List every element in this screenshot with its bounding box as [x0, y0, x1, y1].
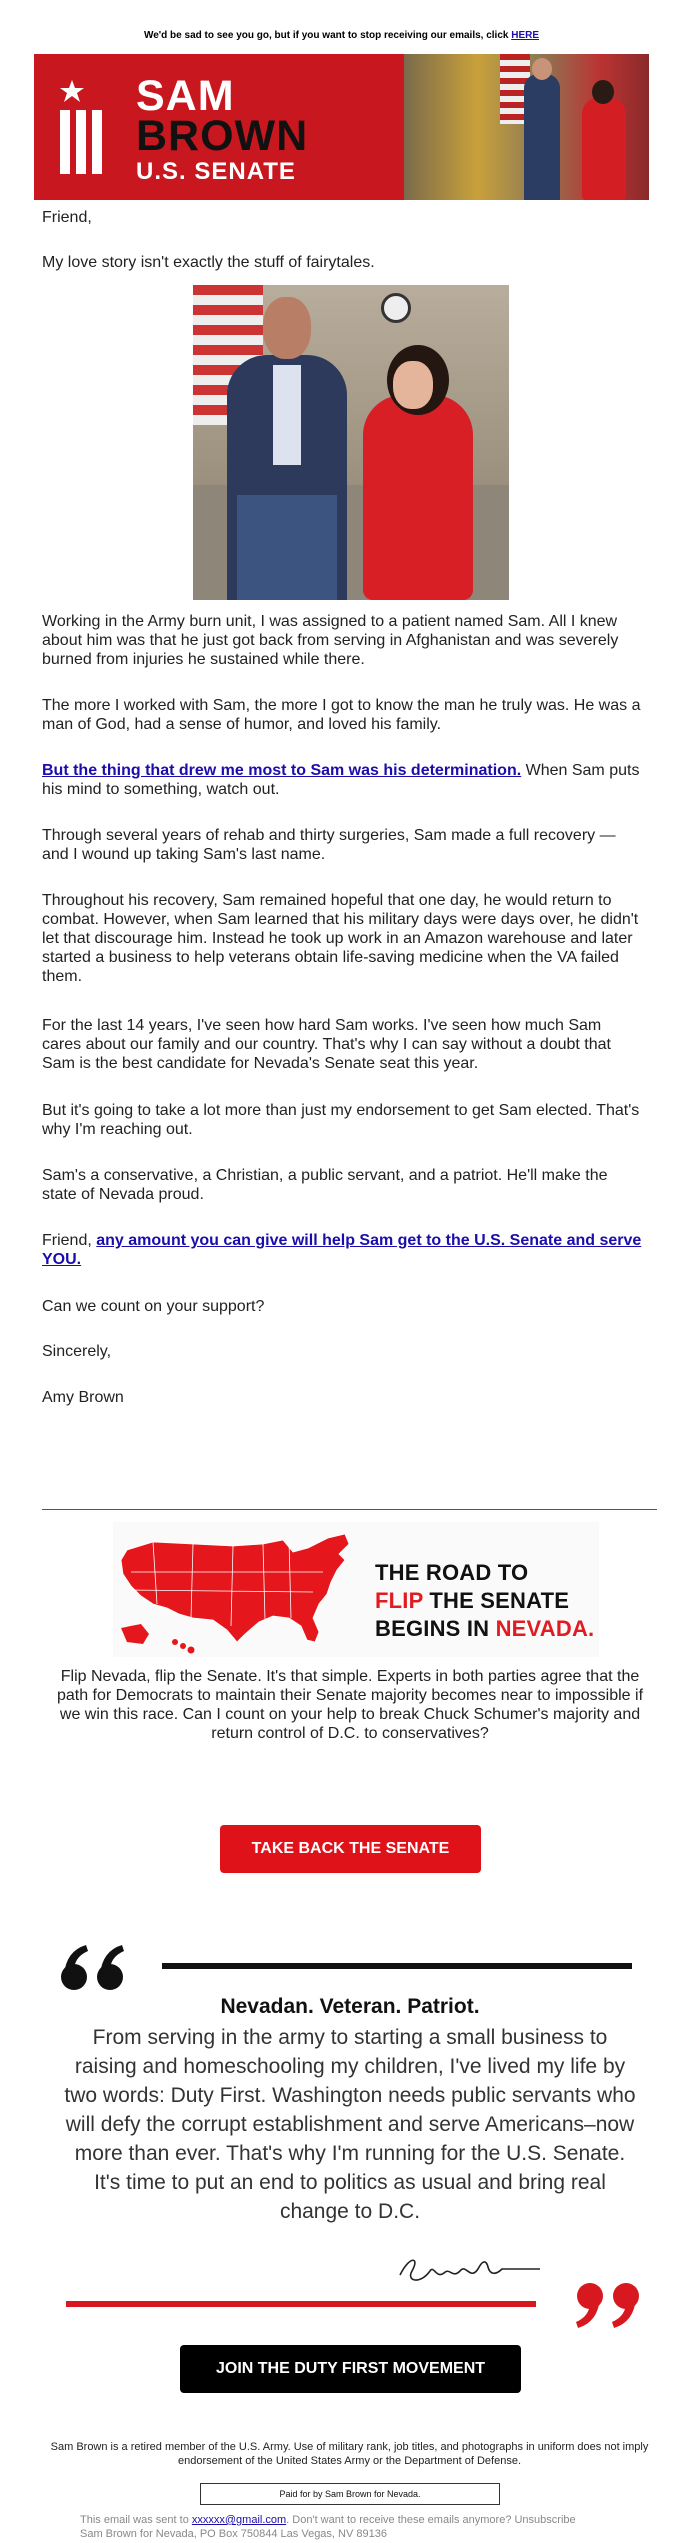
join-movement-button[interactable]: JOIN THE DUTY FIRST MOVEMENT	[180, 2345, 521, 2393]
footer-unsubscribe-text[interactable]: . Don't want to receive these emails anymore? Unsubscribe	[286, 2514, 576, 2526]
quote-title: Nevadan. Veteran. Patriot.	[220, 1995, 480, 2018]
section-divider	[42, 1509, 657, 1510]
banner-photo	[404, 54, 649, 200]
close-quote-icon	[570, 2280, 640, 2330]
letter-paragraph-10-lead: Friend,	[42, 1232, 97, 1249]
letter-paragraph-6: Throughout his recovery, Sam remained hopeful that one day, he would return to combat. However, when Sam learned that his military days were days over, he didn't let that discourage him. Instead he took up work in an Amazon warehouse and later started a business to help veterans obtain life-saving medicine when the VA failed them.	[42, 892, 639, 985]
quote-rule-bottom	[66, 2301, 536, 2307]
unsubscribe-note-text: We'd be sad to see you go, but if you want to stop receiving our emails, click	[143, 30, 512, 41]
signature-image	[390, 2245, 550, 2295]
donate-link[interactable]: any amount you can give will help Sam get to the U.S. Senate and serve YOU.	[42, 1232, 642, 1268]
unsubscribe-here-link[interactable]: HERE	[511, 30, 540, 41]
flip-nevada-text: Flip Nevada, flip the Senate. It's that simple. Experts in both parties agree that the path for Democrats to maintain their Senate majority becomes near to impossible if we win this race. Can I count on your help to break Chuck Schumer's majority and return control of D.C. to conservatives?	[56, 1668, 644, 1742]
banner-name-last: BROWN	[136, 112, 309, 160]
banner-name-first: SAM	[136, 72, 235, 120]
letter-paragraph-1: My love story isn't exactly the stuff of fairytales.	[42, 254, 375, 271]
letter-closing: Sincerely,	[42, 1343, 112, 1360]
candidate-quote	[62, 1993, 638, 2226]
recipient-email-link[interactable]: xxxxxx@gmail.com	[191, 2514, 287, 2526]
letter-paragraph-2: Working in the Army burn unit, I was assigned to a patient named Sam. All I knew about him was that he just got back from serving in Afghanistan and was severely burned from injuries he sustained while there.	[42, 613, 619, 668]
quote-rule-top	[162, 1963, 632, 1969]
header-banner	[34, 54, 649, 200]
military-disclaimer: Sam Brown is a retired member of the U.S. Army. Use of military rank, job titles, and photographs in uniform does not imply endorsement of the United States Army or the Department of Defense.	[50, 2441, 649, 2467]
letter-signer: Amy Brown	[42, 1389, 124, 1406]
letter-paragraph-3: The more I worked with Sam, the more I got to know the man he truly was. He was a man of God, had a sense of humor, and loved his family.	[42, 697, 641, 733]
road-line-1: THE ROAD TO	[375, 1560, 529, 1585]
letter-greeting: Friend,	[42, 209, 92, 226]
unsubscribe-note	[0, 30, 683, 41]
campaign-logo-icon	[58, 74, 114, 174]
letter-paragraph-10	[42, 1231, 642, 1269]
letter-paragraph-8: But it's going to take a lot more than just my endorsement to get Sam elected. That's why I'm reaching out.	[42, 1102, 640, 1138]
us-map-icon	[113, 1530, 363, 1655]
road-line-3	[375, 1615, 594, 1643]
paid-for-box: Paid for by Sam Brown for Nevada.	[200, 2483, 500, 2505]
flip-senate-graphic	[113, 1522, 599, 1657]
take-back-senate-button[interactable]: TAKE BACK THE SENATE	[220, 1825, 481, 1873]
letter-paragraph-11: Can we count on your support?	[42, 1298, 265, 1315]
road-line-3-lead: BEGINS IN	[375, 1616, 496, 1641]
footer-sent-to	[80, 2513, 640, 2527]
open-quote-icon	[60, 1943, 130, 1993]
letter-paragraph-4-rest: When Sam puts his mind to something, watch out.	[42, 762, 640, 798]
determination-link[interactable]: But the thing that drew me most to Sam was his determination.	[42, 762, 522, 779]
footer-address: Sam Brown for Nevada, PO Box 750844 Las Vegas, NV 89136	[80, 2528, 387, 2540]
footer-sent-lead: This email was sent to	[80, 2514, 192, 2526]
letter-paragraph-7: For the last 14 years, I've seen how hard Sam works. I've seen how much Sam cares about our family and our country. That's why I can say without a doubt that Sam is the best candidate for Nevada's Senate seat this year.	[42, 1017, 611, 1072]
email-footer	[80, 2513, 640, 2541]
banner-office: U.S. SENATE	[136, 158, 296, 185]
letter-paragraph-9: Sam's a conservative, a Christian, a public servant, and a patriot. He'll make the state of Nevada proud.	[42, 1167, 608, 1203]
road-line-2	[375, 1587, 594, 1615]
letter-paragraph-5: Through several years of rehab and thirty surgeries, Sam made a full recovery — and I wound up taking Sam's last name.	[42, 827, 616, 863]
letter-paragraph-4	[42, 761, 642, 799]
couple-photo	[193, 285, 509, 600]
road-line-2-rest: THE SENATE	[423, 1588, 570, 1613]
road-headline	[375, 1559, 594, 1643]
quote-body: From serving in the army to starting a small business to raising and homeschooling my children, I've lived my life by two words: Duty First. Washington needs public servants who will defy the corrupt establishment and serve Americans–now more than ever. That's why I'm running for the U.S. Senate. It's time to put an end to politics as usual and bring real change to D.C.	[64, 2026, 636, 2223]
road-flip-word: FLIP	[375, 1588, 424, 1613]
road-nevada-word: NEVADA.	[495, 1616, 595, 1641]
